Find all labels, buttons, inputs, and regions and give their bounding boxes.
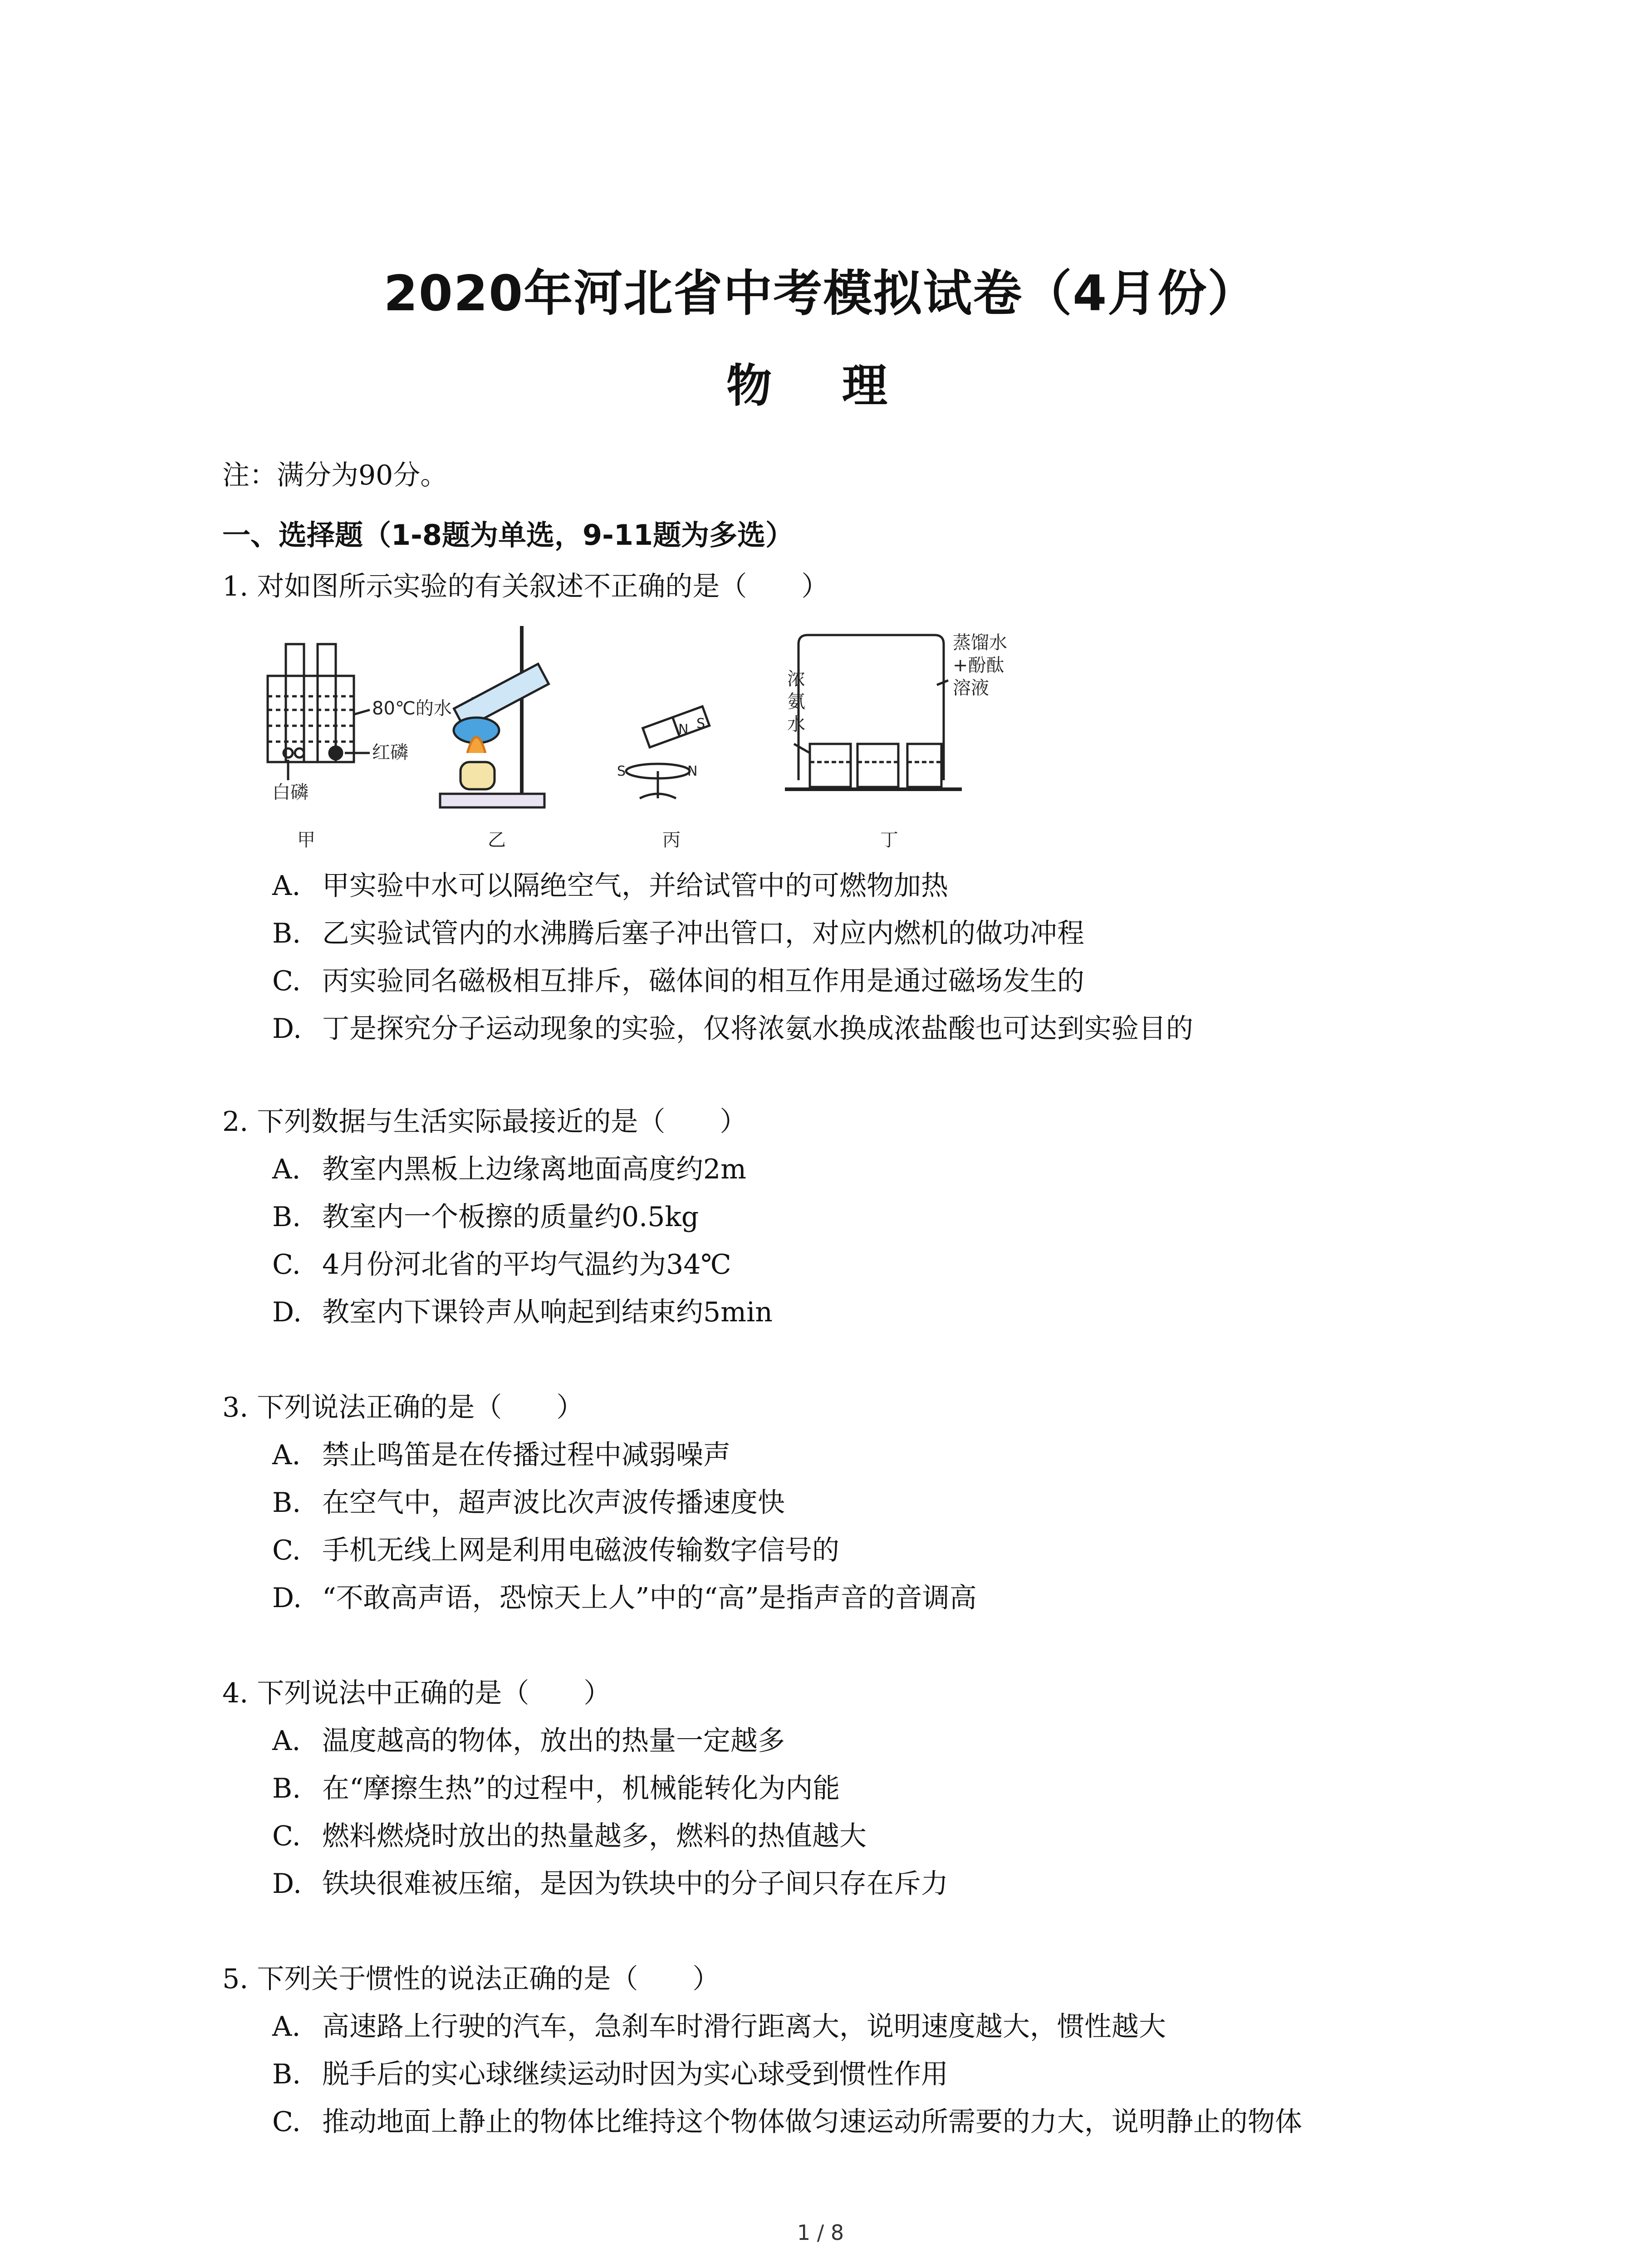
label-80c-water: 80℃的水 <box>372 698 452 719</box>
label-magnet-n: N <box>678 722 689 738</box>
label-ammonia-3: 水 <box>787 714 805 735</box>
label-magnet-s: S <box>696 716 705 732</box>
q1-option-b: B. 乙实验试管内的水沸腾后塞子冲出管口，对应内燃机的做功冲程 <box>272 918 1084 949</box>
score-note: 注：满分为90分。 <box>222 459 448 491</box>
section-heading: 一、选择题（1-8题为单选，9-11题为多选） <box>222 518 794 552</box>
experiment-figure <box>254 617 1048 853</box>
q5-option-a: A. 高速路上行驶的汽车，急刹车时滑行距离大，说明速度越大，惯性越大 <box>272 2011 1166 2043</box>
q3-option-a: A. 禁止鸣笛是在传播过程中减弱噪声 <box>272 1439 730 1471</box>
yi-apparatus <box>440 626 549 807</box>
q5-option-c: C. 推动地面上静止的物体比维持这个物体做匀速运动所需要的力大，说明静止的物体 <box>272 2106 1302 2138</box>
label-distilled-2: +酚酞 <box>953 655 1004 676</box>
question-4-stem: 4. 下列说法中正确的是（ ） <box>222 1677 611 1709</box>
q3-option-d: D. “不敢高声语，恐惊天上人”中的“高”是指声音的音调高 <box>272 1582 977 1614</box>
q3-option-c: C. 手机无线上网是利用电磁波传输数字信号的 <box>272 1535 839 1566</box>
label-red-phosphorus: 红磷 <box>372 742 408 763</box>
q1-option-d: D. 丁是探究分子运动现象的实验，仅将浓氨水换成浓盐酸也可达到实验目的 <box>272 1013 1193 1045</box>
question-3-stem: 3. 下列说法正确的是（ ） <box>222 1392 584 1423</box>
caption-yi: 乙 <box>488 830 506 850</box>
question-2-stem: 2. 下列数据与生活实际最接近的是（ ） <box>222 1106 747 1138</box>
q4-option-b: B. 在“摩擦生热”的过程中，机械能转化为内能 <box>272 1773 840 1804</box>
caption-jia: 甲 <box>297 830 315 850</box>
q4-option-a: A. 温度越高的物体，放出的热量一定越多 <box>272 1725 785 1757</box>
exam-subject: 物 理 <box>726 359 915 412</box>
q4-option-d: D. 铁块很难被压缩，是因为铁块中的分子间只存在斥力 <box>272 1868 948 1900</box>
q1-option-a: A. 甲实验中水可以隔绝空气，并给试管中的可燃物加热 <box>272 870 948 902</box>
label-needle-n: N <box>687 763 698 779</box>
q2-option-d: D. 教室内下课铃声从响起到结束约5min <box>272 1296 773 1328</box>
q2-option-c: C. 4月份河北省的平均气温约为34℃ <box>272 1249 731 1281</box>
ding-apparatus <box>785 635 962 789</box>
label-distilled-1: 蒸馏水 <box>953 632 1007 653</box>
question-1-stem: 1. 对如图所示实验的有关叙述不正确的是（ ） <box>222 571 829 602</box>
q4-option-c: C. 燃料燃烧时放出的热量越多，燃料的热值越大 <box>272 1820 867 1852</box>
exam-title: 2020年河北省中考模拟试卷（4月份） <box>383 265 1258 322</box>
label-ammonia-1: 浓 <box>787 669 805 689</box>
q2-option-b: B. 教室内一个板擦的质量约0.5kg <box>272 1201 699 1233</box>
q5-option-b: B. 脱手后的实心球继续运动时因为实心球受到惯性作用 <box>272 2058 948 2090</box>
q3-option-b: B. 在空气中，超声波比次声波传播速度快 <box>272 1487 785 1519</box>
label-white-phosphorus: 白磷 <box>272 782 309 803</box>
q1-option-c: C. 丙实验同名磁极相互排斥，磁体间的相互作用是通过磁场发生的 <box>272 965 1084 997</box>
jia-apparatus <box>268 644 370 780</box>
label-ammonia-2: 氨 <box>787 691 805 712</box>
label-needle-s: S <box>617 763 626 779</box>
caption-ding: 丁 <box>880 830 898 850</box>
question-5-stem: 5. 下列关于惯性的说法正确的是（ ） <box>222 1963 720 1995</box>
page-number: 1 / 8 <box>797 2220 844 2245</box>
label-distilled-3: 溶液 <box>953 678 989 699</box>
q2-option-a: A. 教室内黑板上边缘离地面高度约2m <box>272 1154 747 1185</box>
caption-bing: 丙 <box>662 830 681 850</box>
